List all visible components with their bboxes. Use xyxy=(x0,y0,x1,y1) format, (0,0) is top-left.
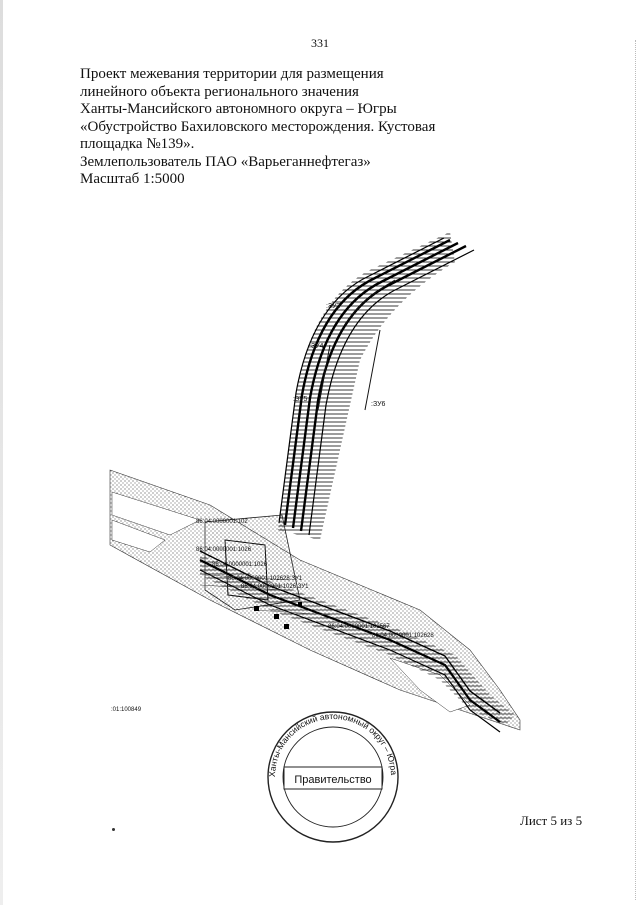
title-line-2: линейного объекта регионального значения xyxy=(80,83,359,100)
label-cad-zu1-b: 86:04:0000001:1026:ЗУ1 xyxy=(241,584,309,590)
scan-dot xyxy=(112,828,115,831)
label-cad-102628: 86:04:0000001:102628 xyxy=(372,633,434,639)
land-user-line: Землепользователь ПАО «Варьеганнефтегаз» xyxy=(80,153,371,170)
label-zu6: :ЗУ6 xyxy=(371,401,386,408)
label-zu4: :ЗУ4 xyxy=(309,343,324,350)
title-line-1: Проект межевания территории для размещения xyxy=(80,66,384,82)
page-number: 331 xyxy=(311,36,329,50)
stamp-outer-text: Ханты-Мансийский автономный округ – Югра xyxy=(266,710,400,778)
label-cad-102: 86:04:0000001:102 xyxy=(196,519,248,525)
label-cad-1026-upper: 86:04:0000001:1026 xyxy=(196,547,252,553)
title-line-5: площадка №139». xyxy=(80,136,195,152)
label-cad-1026-lower: 86:04:0000001:1026 xyxy=(212,562,268,568)
label-cad-100849: :01:100849 xyxy=(111,707,142,713)
label-cad-102567: 86:04:0000001:102567 xyxy=(328,624,390,630)
title-line-3: Ханты-Мансийского автономного округа – Югры xyxy=(80,101,397,117)
stamp-center-text: Правительство xyxy=(294,774,372,786)
title-line-4: «Обустройство Бахиловского месторождения. Кустовая xyxy=(80,118,436,135)
official-stamp xyxy=(267,711,399,842)
sheet-number: Лист 5 из 5 xyxy=(520,813,583,828)
label-cad-102628-zu1: 86:04:0000001:102628:ЗУ1 xyxy=(228,576,303,582)
scale-line: Масштаб 1:5000 xyxy=(80,171,185,187)
label-zu5: :ЗУ5 xyxy=(293,396,308,403)
label-zu3: :ЗУ3 xyxy=(326,303,341,310)
